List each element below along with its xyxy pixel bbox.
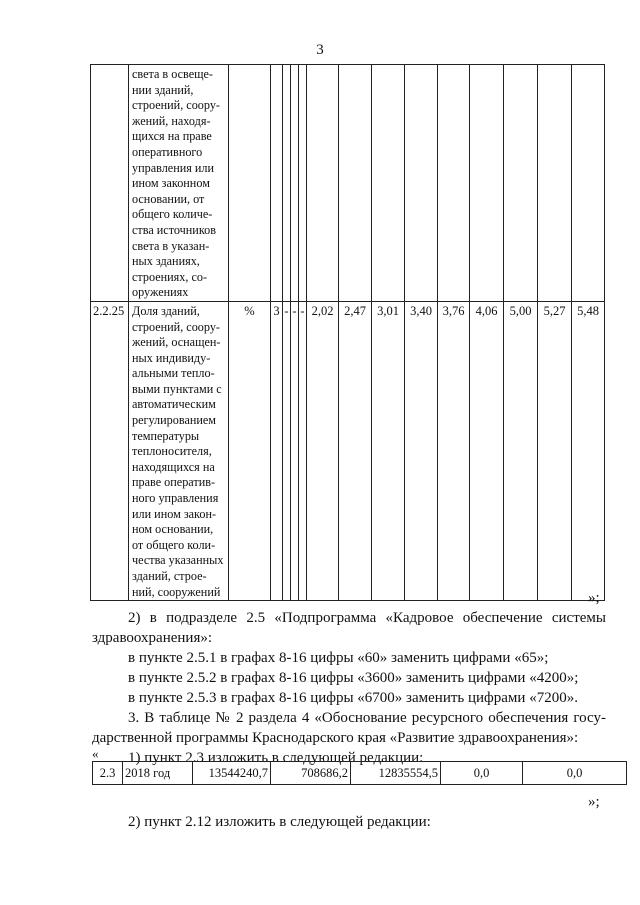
opening-quote: «: [92, 746, 99, 761]
value-cell: 5,48: [572, 301, 605, 600]
value-cell: 3,76: [438, 301, 470, 600]
indicator-description: света в освеще- нии зданий, строений, соору- жений, находя- щихся на праве оперативного управления или ином законном основании, от общего количе- ства источников света в указан- ных зданиях, строениях, со- оружениях: [132, 67, 220, 300]
table-cell: 2018 год: [123, 762, 193, 785]
table-row: [93, 762, 627, 785]
table-cell: 2.3: [93, 762, 123, 785]
indicators-table: [90, 64, 605, 601]
value-cell: 3,01: [372, 301, 405, 600]
paragraph-line: 2) в подразделе 2.5 «Подпрограмма «Кадровое обеспечение системы: [128, 610, 606, 626]
indicator-code: 2.2.25: [91, 301, 129, 600]
paragraph-line: здравоохранения»:: [92, 630, 213, 646]
resource-table: [92, 761, 627, 785]
value-cell: 5,00: [504, 301, 538, 600]
unit-cell: %: [229, 301, 271, 600]
paragraph: в пункте 2.5.3 в графах 8-16 цифры «6700» заменить цифрами «7200».: [128, 690, 578, 706]
paragraph-line: 3. В таблице № 2 раздела 4 «Обоснование ресурсного обеспечения госу-: [128, 710, 606, 726]
table-cell: -: [283, 301, 291, 600]
table-row: [91, 301, 605, 600]
paragraph: 1) пункт 2.3 изложить в следующей редакции:: [128, 750, 424, 766]
value-cell: 2,47: [339, 301, 372, 600]
value-cell: 5,27: [538, 301, 572, 600]
closing-quote: »;: [588, 590, 600, 606]
paragraph: 2) пункт 2.12 изложить в следующей редакции:: [128, 814, 431, 830]
paragraph: в пункте 2.5.1 в графах 8-16 цифры «60» заменить цифрами «65»;: [128, 650, 549, 666]
indicator-description: Доля зданий, строений, соору- жений, оснащен- ных индивиду- альными тепло- выми пунктами с автоматическим регулированием температуры теплоносителя, находящихся на праве оператив- ного управления или ином закон- ном основании, от общего коли- чества указанных зданий, строе- ний, сооружений: [132, 303, 224, 599]
value-cell: 3,40: [405, 301, 438, 600]
paragraph: в пункте 2.5.2 в графах 8-16 цифры «3600» заменить цифрами «4200»;: [128, 670, 579, 686]
table-cell: 3: [271, 301, 283, 600]
closing-quote: »;: [588, 794, 600, 810]
paragraph-line: дарственной программы Краснодарского края «Развитие здравоохранения»:: [92, 730, 579, 746]
table-cell: -: [291, 301, 299, 600]
table-row: [91, 65, 605, 302]
page-number: 3: [316, 42, 324, 58]
table-cell: 13544240,7: [193, 762, 271, 785]
table-cell: 708686,2: [271, 762, 351, 785]
table-cell: -: [299, 301, 307, 600]
value-cell: 2,02: [307, 301, 339, 600]
table-cell: 12835554,5: [351, 762, 441, 785]
value-cell: 4,06: [470, 301, 504, 600]
table-cell: 0,0: [441, 762, 523, 785]
table-cell: 0,0: [523, 762, 627, 785]
